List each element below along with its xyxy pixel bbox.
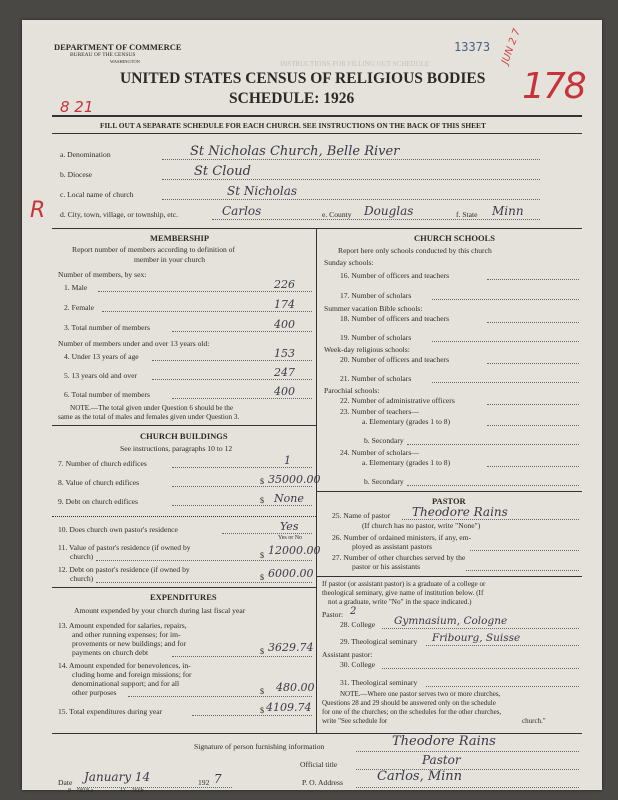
schools-sub: Report here only schools conducted by this church bbox=[338, 246, 492, 255]
q7-value: 1 bbox=[284, 454, 291, 467]
sunday-heading: Sunday schools: bbox=[324, 258, 374, 267]
dollar-sign: $ bbox=[260, 706, 264, 715]
weekday-heading: Week-day religious schools: bbox=[324, 345, 410, 354]
q23-label: 23. Number of teachers— bbox=[340, 407, 419, 416]
fill-line bbox=[487, 279, 579, 280]
dollar-sign: $ bbox=[260, 477, 264, 486]
q25-label: 25. Name of pastor bbox=[332, 511, 391, 520]
dollar-sign: $ bbox=[260, 551, 264, 560]
signature-value: Theodore Rains bbox=[392, 734, 496, 749]
dollar-sign: $ bbox=[260, 573, 264, 582]
fill-line bbox=[162, 199, 540, 200]
q14-label: other purposes bbox=[72, 688, 117, 697]
q12-label: 12. Debt on pastor's residence (if owned by bbox=[58, 565, 190, 574]
fill-line bbox=[487, 363, 579, 364]
buildings-sub: See instructions, paragraphs 10 to 12 bbox=[120, 444, 233, 453]
faint-bleedthrough: INSTRUCTIONS FOR FILLING OUT SCHEDULE bbox=[280, 60, 430, 68]
rule bbox=[52, 115, 582, 117]
county-label: e. County bbox=[322, 210, 352, 219]
q1-value: 226 bbox=[274, 278, 295, 291]
fill-line bbox=[407, 444, 579, 445]
fill-line bbox=[426, 645, 579, 646]
q9-label: 9. Debt on church edifices bbox=[58, 497, 138, 506]
graduate-note: If pastor (or assistant pastor) is a graduate of a college or bbox=[322, 580, 486, 588]
q8-label: 8. Value of church edifices bbox=[58, 478, 140, 487]
fill-line bbox=[222, 533, 312, 534]
membership-note: NOTE.—The total given under Question 6 should be the bbox=[70, 404, 234, 412]
q4-label: 4. Under 13 years of age bbox=[64, 352, 139, 361]
q27-label: 27. Number of other churches served by the bbox=[332, 553, 466, 562]
q6-value: 400 bbox=[274, 385, 295, 398]
date-label: Date bbox=[58, 778, 73, 787]
q27-label: pastor or his assistants bbox=[352, 562, 421, 571]
dollar-sign: $ bbox=[260, 687, 264, 696]
graduate-note: theological seminary, give name of institution below. (If bbox=[322, 589, 484, 597]
q14-label: denominational support; and for all bbox=[72, 679, 180, 688]
address-label: P. O. Address bbox=[302, 778, 343, 787]
q29-label: 29. Theological seminary bbox=[340, 637, 418, 646]
form-title: UNITED STATES CENSUS OF RELIGIOUS BODIES bbox=[120, 70, 486, 87]
date-value: January 14 bbox=[84, 770, 151, 784]
q24b-label: b. Secondary bbox=[364, 477, 404, 486]
q28-label: 28. College bbox=[340, 620, 376, 629]
city-label: d. City, town, village, or township, etc. bbox=[60, 210, 179, 219]
q14-value: 480.00 bbox=[276, 681, 315, 694]
fill-line bbox=[356, 787, 579, 788]
dollar-sign: $ bbox=[260, 647, 264, 656]
rule bbox=[316, 576, 582, 577]
q5-value: 247 bbox=[274, 366, 295, 379]
q24-label: 24. Number of scholars— bbox=[340, 448, 419, 457]
fill-line bbox=[172, 656, 312, 657]
seminary-value: Fribourg, Suisse bbox=[432, 632, 521, 644]
q13-label: and other running expenses; for im- bbox=[72, 630, 181, 639]
q11-value: 12000.00 bbox=[268, 544, 321, 557]
fill-line bbox=[487, 322, 579, 323]
membership-note: same as the total of males and females given under Question 3. bbox=[58, 413, 240, 421]
q11-label: 11. Value of pastor's residence (if owned by bbox=[58, 543, 191, 552]
rule bbox=[52, 587, 316, 588]
fill-line bbox=[172, 331, 312, 332]
parochial-heading: Parochial schools: bbox=[324, 386, 380, 395]
schedule-title: SCHEDULE: 1926 bbox=[229, 90, 355, 107]
q20-label: 20. Number of officers and teachers bbox=[340, 355, 450, 364]
college-value: Gymnasium, Cologne bbox=[394, 615, 508, 627]
rule bbox=[316, 491, 582, 492]
official-title-value: Pastor bbox=[422, 753, 461, 767]
official-title-label: Official title bbox=[300, 760, 338, 769]
fill-line bbox=[152, 379, 312, 380]
sex-heading: Number of members, by sex: bbox=[58, 270, 147, 279]
bureau-name: BUREAU OF THE CENSUS bbox=[70, 52, 136, 58]
graduate-note: not a graduate, write "No" in the space indicated.) bbox=[328, 598, 472, 606]
fill-line bbox=[172, 505, 312, 506]
fill-line bbox=[402, 519, 579, 520]
q23b-label: b. Secondary bbox=[364, 436, 404, 445]
fill-line bbox=[426, 686, 579, 687]
q23a-label: a. Elementary (grades 1 to 8) bbox=[362, 417, 451, 426]
q3-label: 3. Total number of members bbox=[64, 323, 151, 332]
rule bbox=[52, 516, 316, 517]
address-value: Carlos, Minn bbox=[377, 769, 463, 784]
q18-label: 18. Number of officers and teachers bbox=[340, 314, 450, 323]
rule bbox=[52, 733, 582, 734]
year-value: 7 bbox=[214, 772, 222, 786]
bureau-city: WASHINGTON bbox=[110, 59, 140, 64]
pastor-mark: 2 bbox=[350, 606, 357, 617]
red-note-left: 8 21 bbox=[60, 98, 94, 116]
q14-label: 14. Amount expended for benevolences, in- bbox=[58, 661, 191, 670]
fill-line bbox=[432, 299, 579, 300]
q11-label-cont: church) bbox=[70, 552, 94, 561]
rule bbox=[52, 133, 582, 134]
q10-label: 10. Does church own pastor's residence bbox=[58, 525, 178, 534]
fill-line bbox=[487, 466, 579, 467]
q22-label: 22. Number of administrative officers bbox=[340, 396, 455, 405]
pastor-note: church." bbox=[522, 717, 546, 725]
schools-title: CHURCH SCHOOLS bbox=[414, 233, 495, 243]
pastor-name-value: Theodore Rains bbox=[412, 505, 508, 519]
membership-title: MEMBERSHIP bbox=[150, 233, 210, 243]
fill-line bbox=[128, 696, 312, 697]
dollar-sign: $ bbox=[260, 496, 264, 505]
pastor-title: PASTOR bbox=[432, 496, 466, 506]
rule bbox=[52, 425, 316, 426]
q2-value: 174 bbox=[274, 298, 295, 311]
fill-line bbox=[382, 628, 579, 629]
fill-line bbox=[96, 560, 312, 561]
state-label: f. State bbox=[456, 210, 478, 219]
membership-sub: Report number of members according to definition of bbox=[72, 245, 236, 254]
fill-line bbox=[162, 179, 540, 180]
fill-line bbox=[407, 485, 579, 486]
year-prefix: 192 bbox=[198, 778, 210, 787]
q25-hint: (If church has no pastor, write "None") bbox=[362, 521, 481, 530]
pastor-note: NOTE.—Where one pastor serves two or more churches, bbox=[340, 690, 501, 698]
county-value: Douglas bbox=[364, 204, 414, 218]
q13-value: 3629.74 bbox=[268, 641, 314, 654]
fill-line bbox=[152, 360, 312, 361]
census-form-page bbox=[22, 20, 602, 794]
buildings-title: CHURCH BUILDINGS bbox=[140, 431, 228, 441]
local-name-value: St Nicholas bbox=[227, 184, 298, 198]
fill-line bbox=[470, 550, 579, 551]
fill-line bbox=[432, 341, 579, 342]
state-value: Minn bbox=[492, 204, 524, 218]
q9-value: None bbox=[274, 492, 304, 505]
q8-value: 35000.00 bbox=[268, 473, 321, 486]
pastor-note: for one of the churches; on the schedules for the other churches, bbox=[322, 708, 502, 716]
fill-line bbox=[192, 715, 312, 716]
received-date-stamp: JUN 2 7 bbox=[500, 27, 523, 66]
q5-label: 5. 13 years old and over bbox=[64, 371, 137, 380]
printer-code: 8—5818 a bbox=[68, 788, 94, 794]
fill-line bbox=[466, 570, 579, 571]
fill-line bbox=[162, 159, 540, 160]
age-heading: Number of members under and over 13 years old: bbox=[58, 339, 210, 348]
diocese-label: b. Diocese bbox=[60, 170, 93, 179]
vacation-heading: Summer vacation Bible schools: bbox=[324, 304, 423, 313]
q10-value: Yes bbox=[280, 520, 299, 533]
q19-label: 19. Number of scholars bbox=[340, 333, 412, 342]
q30-label: 30. College bbox=[340, 660, 376, 669]
diocese-value: St Cloud bbox=[194, 164, 251, 179]
q17-label: 17. Number of scholars bbox=[340, 291, 412, 300]
pastor-note: Questions 28 and 29 should be answered only on the schedule bbox=[322, 699, 496, 707]
fill-line bbox=[77, 787, 232, 788]
q26-label: 26. Number of ordained ministers, if any, em- bbox=[332, 533, 472, 542]
q24a-label: a. Elementary (grades 1 to 8) bbox=[362, 458, 451, 467]
q3-value: 400 bbox=[274, 318, 295, 331]
q1-label: 1. Male bbox=[64, 283, 88, 292]
fill-line bbox=[487, 404, 579, 405]
fill-line bbox=[96, 582, 312, 583]
q26-label: ployed as assistant pastors bbox=[352, 542, 432, 551]
assistant-subheading: Assistant pastor: bbox=[322, 650, 373, 659]
instruction-line: FILL OUT A SEPARATE SCHEDULE FOR EACH CHURCH. SEE INSTRUCTIONS ON THE BACK OF THIS SHEET bbox=[100, 121, 486, 130]
red-file-number: 178 bbox=[522, 66, 585, 107]
fill-line bbox=[212, 219, 540, 220]
pastor-note: write "See schedule for bbox=[322, 717, 388, 725]
q15-label: 15. Total expenditures during year bbox=[58, 707, 163, 716]
form-serial-number: 13373 bbox=[454, 40, 491, 54]
yes-no-hint: Yes or No bbox=[278, 535, 303, 541]
signature-label: Signature of person furnishing information bbox=[194, 742, 325, 751]
q13-label: provements or new buildings; and for bbox=[72, 639, 187, 648]
q6-label: 6. Total number of members bbox=[64, 390, 151, 399]
fill-line bbox=[356, 751, 579, 752]
q21-label: 21. Number of scholars bbox=[340, 374, 412, 383]
city-value: Carlos bbox=[222, 204, 262, 218]
q31-label: 31. Theological seminary bbox=[340, 678, 418, 687]
printer-code: 11—366b bbox=[120, 788, 144, 794]
denomination-label: a. Denomination bbox=[60, 150, 111, 159]
q2-label: 2. Female bbox=[64, 303, 94, 312]
fill-line bbox=[172, 486, 312, 487]
denomination-value: St Nicholas Church, Belle River bbox=[190, 144, 400, 159]
q4-value: 153 bbox=[274, 347, 295, 360]
fill-line bbox=[98, 291, 312, 292]
q13-label: payments on church debt bbox=[72, 648, 149, 657]
expenditures-title: EXPENDITURES bbox=[150, 592, 217, 602]
department-name: DEPARTMENT OF COMMERCE bbox=[54, 42, 182, 52]
q14-label: cluding home and foreign missions; for bbox=[72, 670, 192, 679]
local-name-label: c. Local name of church bbox=[60, 190, 134, 199]
fill-line bbox=[432, 382, 579, 383]
q13-label: 13. Amount expended for salaries, repairs, bbox=[58, 621, 187, 630]
red-r-mark: R bbox=[30, 198, 46, 223]
fill-line bbox=[172, 398, 312, 399]
q12-label-cont: church) bbox=[70, 574, 94, 583]
rule bbox=[52, 228, 582, 229]
pastor-subheading: Pastor: bbox=[322, 610, 344, 619]
expenditures-sub: Amount expended by your church during last fiscal year bbox=[74, 606, 246, 615]
q7-label: 7. Number of church edifices bbox=[58, 459, 147, 468]
membership-sub: member in your church bbox=[134, 255, 206, 264]
fill-line bbox=[487, 425, 579, 426]
q12-value: 6000.00 bbox=[268, 567, 314, 580]
fill-line bbox=[382, 668, 579, 669]
q15-value: 4109.74 bbox=[266, 701, 312, 714]
fill-line bbox=[172, 467, 312, 468]
q16-label: 16. Number of officers and teachers bbox=[340, 271, 450, 280]
fill-line bbox=[102, 311, 312, 312]
